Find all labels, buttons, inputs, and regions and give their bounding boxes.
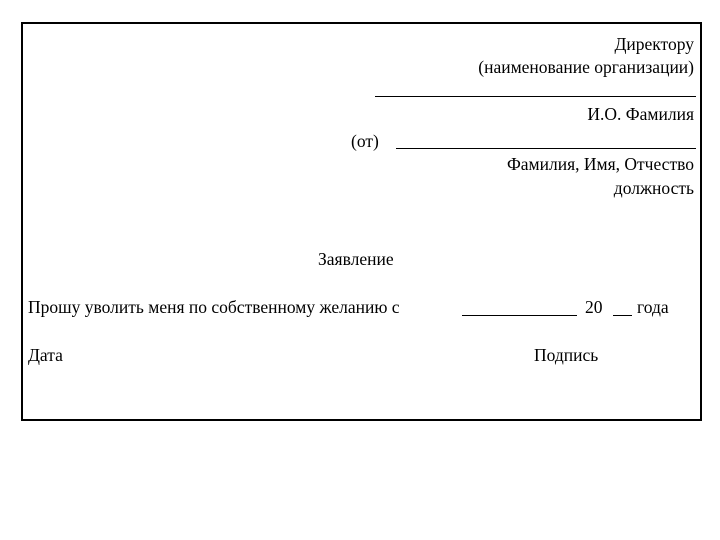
- date-blank-line: [462, 315, 577, 316]
- addressee-label: Директору: [614, 34, 694, 54]
- applicant-caption: Фамилия, Имя, Отчество: [506, 154, 694, 174]
- date-label: Дата: [28, 345, 63, 365]
- document-title: Заявление: [318, 249, 394, 269]
- request-text: Прошу уволить меня по собственному желанию с: [28, 297, 400, 317]
- from-label: (от): [351, 131, 379, 151]
- position-caption: должность: [613, 178, 694, 198]
- year-suffix: года: [637, 297, 669, 317]
- director-name-line: [375, 96, 696, 97]
- year-prefix: 20: [585, 297, 603, 317]
- year-blank-line: [613, 315, 632, 316]
- organization-caption: (наименование организации): [478, 57, 694, 77]
- document-frame: [21, 22, 702, 421]
- director-name-caption: И.О. Фамилия: [587, 104, 694, 124]
- signature-label: Подпись: [534, 345, 599, 365]
- applicant-name-line: [396, 148, 696, 149]
